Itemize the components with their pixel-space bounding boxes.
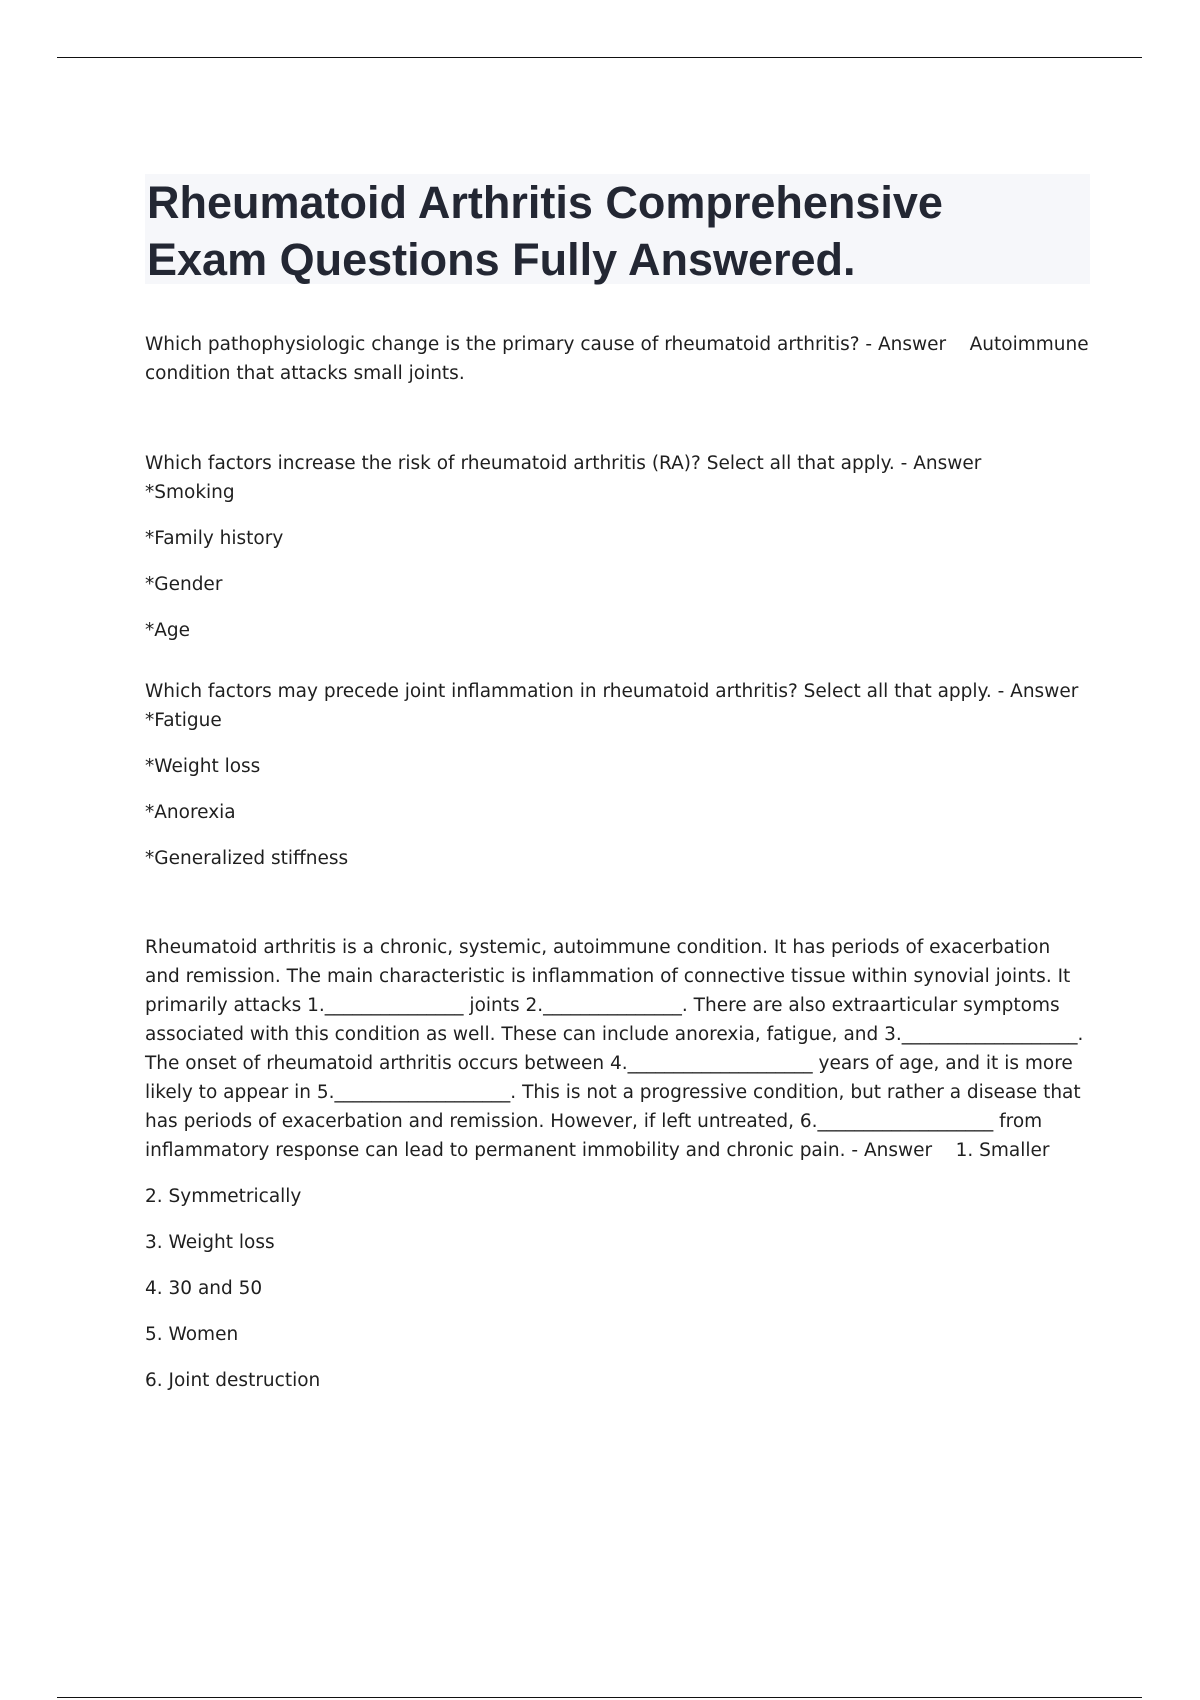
question-2-text: Which factors increase the risk of rheumatoid arthritis (RA)? Select all that apply. - Answer [145,453,982,474]
question-4 [145,933,1090,1165]
document-title-line-2: Exam Questions Fully Answered. [147,234,856,285]
question-3-item: *Anorexia [145,802,236,823]
qa-block-4 [145,933,1090,1395]
question-4-answer: 1. Smaller [955,1140,1050,1161]
question-3 [145,677,1090,735]
question-3-text: Which factors may precede joint inflammation in rheumatoid arthritis? Select all that apply. - Answer [145,681,1079,702]
question-4-item: 3. Weight loss [145,1232,275,1253]
qa-block-1 [145,330,1090,388]
question-2-item: *Family history [145,528,284,549]
document-title-line-1: Rheumatoid Arthritis Comprehensive [147,177,943,228]
document-title [145,174,1090,288]
question-1-text: Which pathophysiologic change is the primary cause of rheumatoid arthritis? - Answer [145,334,947,355]
question-1 [145,330,1090,388]
question-3-item: *Generalized stiffness [145,848,349,869]
question-2-item: *Age [145,620,191,641]
question-2 [145,449,1090,507]
qa-block-3 [145,677,1090,873]
question-3-item: *Weight loss [145,756,261,777]
qa-block-2 [145,449,1090,645]
question-1-answer: Autoimmune condition that attacks small joints. [145,334,1089,384]
question-4-item: 4. 30 and 50 [145,1278,263,1299]
question-3-answer: *Fatigue [145,710,222,731]
question-2-item: *Gender [145,574,223,595]
header-rule [57,57,1142,58]
title-box [145,174,1090,284]
question-4-item: 2. Symmetrically [145,1186,302,1207]
question-2-answer: *Smoking [145,482,235,503]
question-4-item: 6. Joint destruction [145,1370,321,1391]
question-4-item: 5. Women [145,1324,239,1345]
question-4-text: Rheumatoid arthritis is a chronic, systemic, autoimmune condition. It has periods of exacerbation and remission. The main characteristic is inflammation of connective tissue within synovial joints. It primarily attacks 1._______________ joints 2._______________. There are also extraarticular symptoms associated with this condition as well. These can include anorexia, fatigue, and 3.___________________. The onset of rheumatoid arthritis occurs between 4.____________________ years of age, and it is more likely to appear in 5.___________________. This is not a progressive condition, but rather a disease that has periods of exacerbation and remission. However, if left untreated, 6.___________________ from inflammatory response can lead to permanent immobility and chronic pain. - Answer [145,937,1084,1161]
footer-rule [57,1697,1142,1698]
